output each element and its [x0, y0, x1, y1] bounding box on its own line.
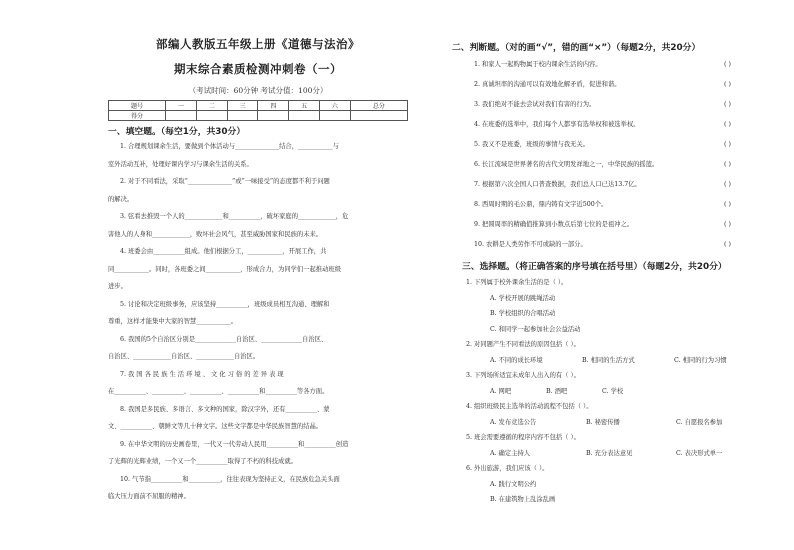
answer-box[interactable]: ( ) — [724, 221, 731, 228]
true-false-item: 2. 真诚坦率的沟通可以有效地化解矛盾，促进和谐。 ( ) — [452, 75, 774, 95]
true-false-item: 5. 我又不是班委，班级的事情与我无关。 ( ) — [452, 135, 774, 155]
answer-box[interactable]: ( ) — [724, 121, 731, 128]
choice-option[interactable]: C. 相同的行为习惯 — [674, 356, 727, 364]
choice-option[interactable]: A. 学校开展的跳绳活动 — [490, 294, 556, 302]
fill-blank-line: 尊重，这样才能集中大家的智慧___________。 — [108, 318, 238, 325]
choice-option[interactable]: A. 发布竞选公告 — [490, 418, 537, 426]
score-table-cell: 得分 — [109, 111, 166, 121]
true-false-item: 8. 西周时期的毛公鼎，鼎内铸有文字近500个。 ( ) — [452, 195, 774, 215]
score-table-cell: 一 — [166, 101, 197, 111]
fill-blank-line: 了光辉的光辉业绩，一个又一个__________取得了不朽的科技成就。 — [108, 458, 297, 465]
choice-options-row — [466, 353, 774, 369]
fill-blank-line: 文、__________、朝鲜文等几十种文字。这些文字都是中华民族智慧的结晶。 — [108, 423, 323, 430]
fill-blank-line: 2. 对于不同看法，采取“______________”或“一味接受”的态度都不利于问题 — [120, 178, 330, 185]
choice-option[interactable]: B. 相同的生活方式 — [582, 356, 635, 364]
choice-options-row — [466, 415, 774, 431]
choice-question: 3. 下列场所适宜未成年人出入的有（ ）。 — [466, 372, 580, 379]
true-false-item: 6. 长江流域是世界著名的古代文明发祥地之一，中华民族的摇篮。 ( ) — [452, 155, 774, 175]
fill-blank-line: 害他人的人身和____________，败坏社会风气，甚至威胁国家和民族的未来。 — [108, 230, 323, 238]
choice-list — [452, 275, 774, 508]
section3-heading: 三、选择题。（将正确答案的序号填在括号里）（每题2分，共20分） — [462, 262, 727, 272]
choice-option[interactable]: A. 确定主持人 — [490, 449, 531, 457]
choice-option[interactable]: A. 网吧 — [490, 387, 512, 395]
choice-option[interactable]: A. 不同的成长环境 — [490, 356, 543, 364]
answer-box[interactable]: ( ) — [724, 161, 731, 168]
choice-option[interactable]: B. 学校组织的合唱活动 — [490, 310, 556, 317]
exam-title: 部编人教版五年级上册《道德与法治》 — [156, 37, 360, 51]
score-table-cell: 五 — [289, 101, 320, 111]
score-input-cell[interactable] — [196, 111, 227, 121]
score-input-cell[interactable] — [320, 111, 351, 121]
answer-box[interactable]: ( ) — [724, 201, 731, 208]
choice-question: 1. 下列属于校外课余生活的是（ ）。 — [466, 279, 568, 286]
score-input-cell[interactable] — [350, 111, 407, 121]
choice-question: 2. 对同题产生不同看法的原因包括（ ）。 — [466, 341, 580, 348]
choice-option[interactable]: B. 秘密传播 — [586, 418, 620, 426]
score-table-cell: 三 — [227, 101, 258, 111]
answer-box[interactable]: ( ) — [724, 241, 731, 248]
score-table — [108, 100, 408, 121]
answer-box[interactable]: ( ) — [724, 61, 731, 68]
choice-question: 5. 班会需要遵循的程序内容不包括（ ）。 — [466, 434, 580, 441]
choice-question: 6. 外出旅游，我们应该（ ）。 — [466, 465, 549, 472]
answer-box[interactable]: ( ) — [724, 141, 731, 148]
fill-blank-line: 6. 我国的5个自治区分别是_____________自治区、_____________自治区、 — [120, 335, 328, 343]
fill-blank-line: 10. 气节指__________和__________，往往表现为坚持正义，在民族危急关头面 — [120, 475, 340, 483]
fill-blank-line: 临大压力面前不屈服的精神。 — [108, 493, 190, 500]
true-false-item: 10. 农耕是人类劳作不可或缺的一部分。 ( ) — [452, 235, 774, 255]
score-table-score-row — [109, 111, 408, 121]
true-false-item: 3. 我们绝对不能去尝试对我们有害的行为。 ( ) — [452, 95, 774, 115]
score-input-cell[interactable] — [227, 111, 258, 121]
fill-blank-line: 进步。 — [108, 283, 127, 290]
fill-blank-line: 3. 弦看去推毁一个人的____________和__________，破坏家庭的____________，危 — [120, 213, 349, 220]
score-input-cell[interactable] — [258, 111, 289, 121]
fill-blank-line: 8. 我国是多民族、多语言、多文种的国家，除汉字外，还有__________、蒙 — [120, 405, 330, 413]
score-table-header-row — [109, 101, 408, 111]
true-false-item: 9. 把圆周率的精确值推算到小数点后第七位的是祖冲之。 ( ) — [452, 215, 774, 235]
choice-options-row — [466, 384, 774, 400]
true-false-item: 7. 根据第六次全国人口普查数据，我们总人口已达13.7亿。 ( ) — [452, 175, 774, 195]
fill-blank-line: 1. 合理规划课余生活，要做到个体活动与______________结合，___________与 — [120, 143, 339, 150]
exam-subtitle: 期末综合素质检测冲刺卷（一） — [174, 62, 342, 76]
true-false-item: 4. 在班委的选举中，我们每个人都享有选举权和被选举权。 ( ) — [452, 115, 774, 135]
choice-option[interactable]: C. 学校 — [602, 387, 624, 395]
answer-box[interactable]: ( ) — [724, 81, 731, 88]
fill-blank-line: 同___________。同时，各班委之间___________，形成合力，为同学们一起推动班级 — [108, 265, 341, 273]
fill-blank-line: 的解决。 — [108, 195, 134, 203]
score-input-cell[interactable] — [289, 111, 320, 121]
fill-blank-line: 9. 在中华文明的历史画卷里，一代又一代劳动人民用__________和__________创造 — [120, 440, 349, 448]
fill-blank-line: 自治区、____________自治区、____________自治区。 — [108, 353, 260, 360]
choice-option[interactable]: C. 自愿报名参加 — [676, 418, 723, 426]
true-false-item: 1. 和家人一起购物属于校内课余生活的内容。 ( ) — [452, 55, 774, 75]
fill-blank-line: 4. 班委会由__________组成。他们根据分工，___________，开展工作，共 — [120, 248, 327, 255]
score-table-cell: 四 — [258, 101, 289, 111]
section1-heading: 一、填空题。（每空1分，共30分） — [108, 127, 246, 137]
choice-option[interactable]: C. 表决形式单一 — [676, 449, 723, 457]
answer-box[interactable]: ( ) — [724, 181, 731, 188]
choice-option[interactable]: B. 在建筑物上乱涂乱画 — [490, 496, 556, 503]
exam-info: （考试时间：60分钟 考试分值：100分） — [188, 86, 328, 95]
score-table-cell: 二 — [196, 101, 227, 111]
answer-box[interactable]: ( ) — [724, 101, 731, 108]
choice-option[interactable]: B. 酒吧 — [546, 387, 568, 395]
right-column — [452, 0, 774, 508]
score-table-cell: 总分 — [350, 101, 407, 111]
score-input-cell[interactable] — [166, 111, 197, 121]
choice-options-row — [466, 446, 774, 462]
fill-blank-line: 7. 我 国 各 民 族 生 活 环 境 、 文 化 习 俗 的 差 异 表 现 — [120, 370, 284, 378]
fill-blank-line: 在__________、__________、__________、__________和__________等各方面。 — [108, 388, 329, 395]
choice-option[interactable]: C. 和同学一起参加社会公益活动 — [490, 325, 581, 333]
fill-blank-list — [108, 138, 408, 506]
choice-option[interactable]: B. 充分表达意见 — [586, 449, 633, 457]
score-table-cell: 题号 — [109, 101, 166, 111]
section2-heading: 二、判断题。（对的画“√”，错的画“×”）（每题2分，共20分） — [452, 43, 701, 53]
true-false-list — [452, 55, 774, 255]
score-table-cell: 六 — [320, 101, 351, 111]
fill-blank-line: 5. 讨论和决定班级事务，应该坚持__________，班级成员相互沟通、理解和 — [120, 300, 330, 308]
fill-blank-line: 室外活动互补，处理好课内学习与课余生活的关系。 — [108, 160, 253, 168]
choice-option[interactable]: A. 践行文明公约 — [490, 480, 537, 488]
left-column — [108, 0, 408, 506]
choice-question: 4. 组织班级民主选举的活动流程不包括（ ）。 — [466, 403, 593, 410]
